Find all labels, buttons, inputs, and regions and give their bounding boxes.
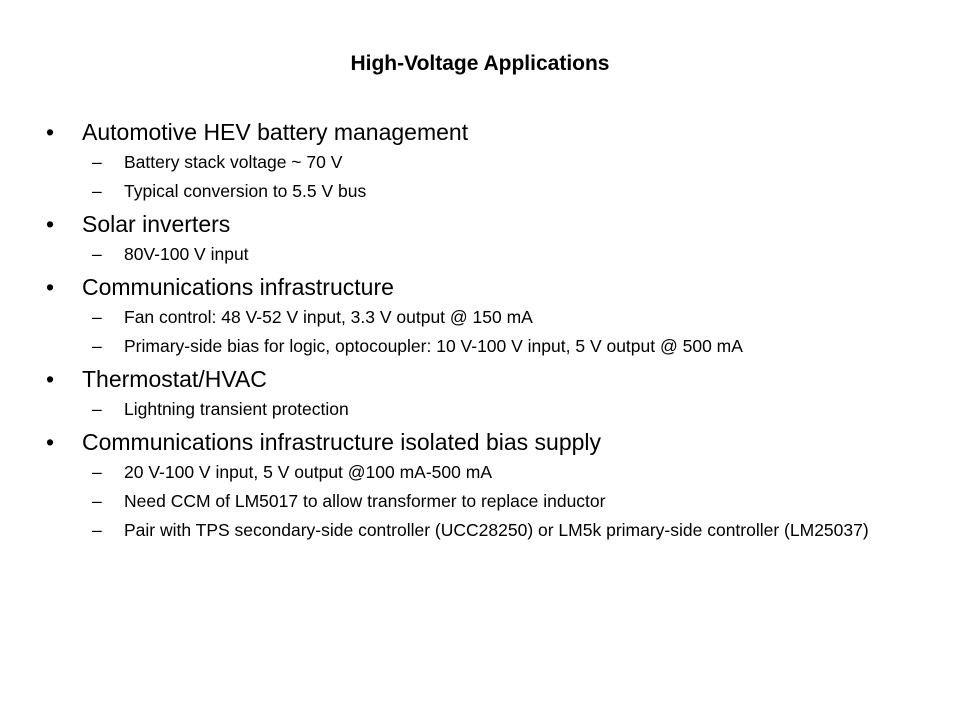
slide-title: High-Voltage Applications bbox=[350, 52, 610, 75]
sub-item-text: 80V-100 V input bbox=[124, 244, 249, 264]
bullet-text: Automotive HEV battery management bbox=[82, 119, 469, 145]
sub-list bbox=[46, 459, 906, 543]
sub-item-text: Primary-side bias for logic, optocoupler: 10 V-100 V input, 5 V output @ 500 mA bbox=[124, 336, 743, 356]
sub-item bbox=[92, 518, 906, 543]
sub-item bbox=[92, 242, 906, 267]
sub-item bbox=[92, 334, 906, 359]
bullet-item bbox=[46, 426, 906, 459]
bullet-marker: • bbox=[46, 429, 55, 455]
bullet-item bbox=[46, 116, 906, 149]
sub-list bbox=[46, 396, 906, 422]
dash-marker: – bbox=[92, 520, 102, 540]
bullet-item bbox=[46, 208, 906, 241]
sub-item-text: Battery stack voltage ~ 70 V bbox=[124, 152, 343, 172]
bullet-marker: • bbox=[46, 211, 55, 237]
bullet-marker: • bbox=[46, 366, 55, 392]
dash-marker: – bbox=[92, 181, 102, 201]
sub-item bbox=[92, 179, 906, 204]
dash-marker: – bbox=[92, 336, 102, 356]
bullet-item bbox=[46, 363, 906, 396]
sub-list bbox=[46, 304, 906, 359]
dash-marker: – bbox=[92, 244, 102, 264]
bullet-text: Communications infrastructure bbox=[82, 274, 394, 300]
sub-list bbox=[46, 149, 906, 204]
bullet-marker: • bbox=[46, 119, 55, 145]
sub-item-text: Fan control: 48 V-52 V input, 3.3 V output @ 150 mA bbox=[124, 307, 533, 327]
sub-item bbox=[92, 397, 906, 422]
bullet-item bbox=[46, 271, 906, 304]
bullet-marker: • bbox=[46, 274, 55, 300]
bullet-text: Thermostat/HVAC bbox=[82, 366, 267, 392]
sub-item-text: 20 V-100 V input, 5 V output @100 mA-500 mA bbox=[124, 462, 492, 482]
dash-marker: – bbox=[92, 307, 102, 327]
sub-item-text: Need CCM of LM5017 to allow transformer to replace inductor bbox=[124, 491, 606, 511]
sub-item-text: Lightning transient protection bbox=[124, 399, 349, 419]
sub-item-text: Pair with TPS secondary-side controller (UCC28250) or LM5k primary-side controller (LM25037) bbox=[124, 520, 869, 540]
sub-item-text: Typical conversion to 5.5 V bus bbox=[124, 181, 367, 201]
bullet-text: Communications infrastructure isolated bias supply bbox=[82, 429, 602, 455]
bullet-text: Solar inverters bbox=[82, 211, 231, 237]
sub-item bbox=[92, 305, 906, 330]
sub-item bbox=[92, 150, 906, 175]
dash-marker: – bbox=[92, 491, 102, 511]
dash-marker: – bbox=[92, 152, 102, 172]
bullet-list bbox=[46, 116, 906, 547]
sub-list bbox=[46, 241, 906, 267]
dash-marker: – bbox=[92, 462, 102, 482]
sub-item bbox=[92, 460, 906, 485]
sub-item bbox=[92, 489, 906, 514]
dash-marker: – bbox=[92, 399, 102, 419]
